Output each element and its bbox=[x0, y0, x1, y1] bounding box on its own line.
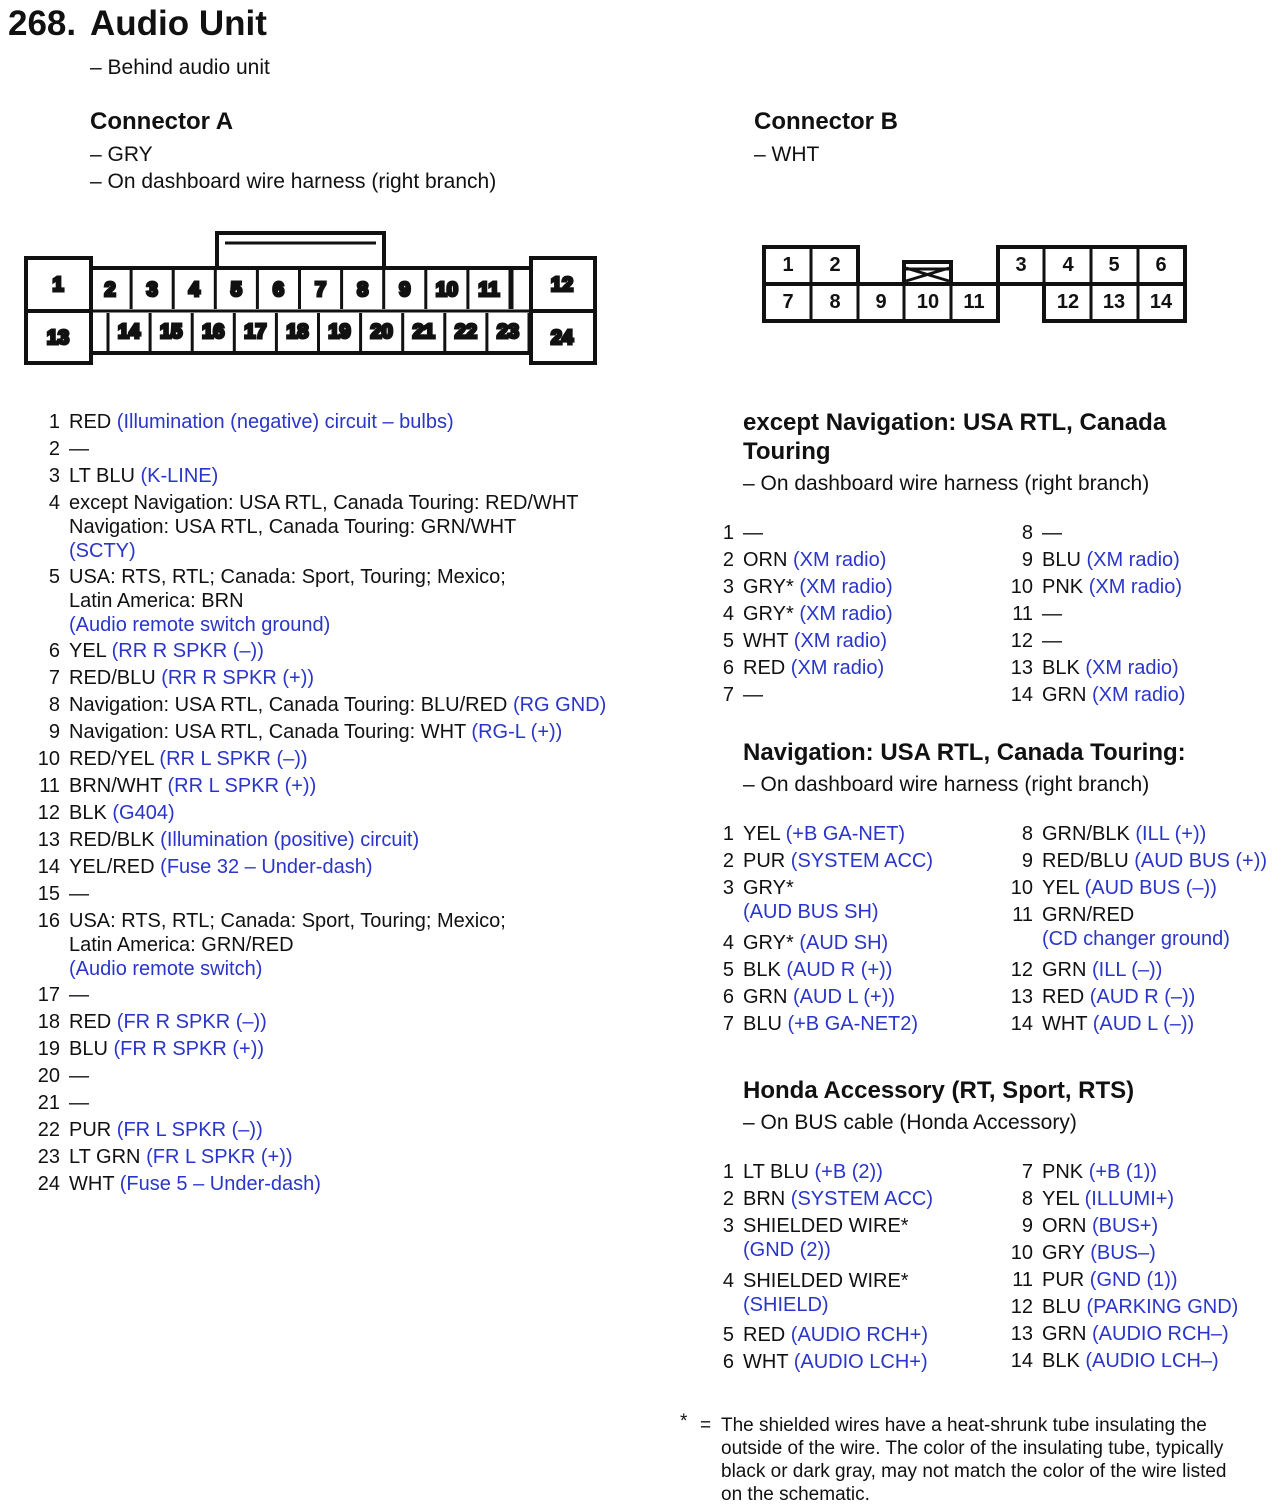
wire-color: RED/BLK bbox=[69, 829, 161, 851]
pin-description bbox=[743, 1214, 909, 1238]
footnote-line: The shielded wires have a heat-shrunk tube insulating the bbox=[721, 1415, 1207, 1436]
wire-color: RED bbox=[1042, 985, 1090, 1008]
pin-description bbox=[1042, 958, 1162, 982]
pin-number: 17 bbox=[37, 984, 60, 1006]
wire-color: GRY* bbox=[743, 931, 800, 954]
pin-description bbox=[743, 1350, 928, 1374]
section-heading: Honda Accessory (RT, Sport, RTS) bbox=[743, 1077, 1135, 1104]
pin-number: 14 bbox=[1010, 1012, 1033, 1035]
wire-color: RED bbox=[69, 1011, 117, 1033]
pin-description bbox=[743, 683, 763, 707]
wire-color: YEL bbox=[1042, 1188, 1085, 1210]
pin-number: 4 bbox=[48, 492, 60, 514]
pin-number: 12 bbox=[37, 802, 60, 824]
pin-label: 24 bbox=[550, 327, 574, 349]
page-title: Audio Unit bbox=[90, 4, 267, 43]
circuit-name: (Fuse 5 – Under-dash) bbox=[119, 1173, 321, 1195]
pin-number: 7 bbox=[48, 667, 60, 689]
circuit-name: (+B GA-NET) bbox=[785, 823, 906, 845]
pin-number: 14 bbox=[1010, 1350, 1033, 1372]
section-number: 268. bbox=[8, 4, 77, 43]
pin-number: 22 bbox=[37, 1119, 60, 1141]
pin-number: 4 bbox=[722, 1269, 734, 1292]
pin-description bbox=[743, 548, 886, 572]
pin-label: 10 bbox=[435, 279, 458, 301]
circuit-name: (AUD BUS (–)) bbox=[1084, 877, 1217, 899]
circuit-name: (FR R SPKR (+)) bbox=[113, 1038, 265, 1060]
connector-a-location: – On dashboard wire harness (right branch) bbox=[90, 170, 497, 193]
wire-color: ORN bbox=[1042, 1215, 1092, 1237]
pin-description bbox=[1042, 876, 1217, 900]
pin-number: 6 bbox=[722, 657, 734, 679]
pin-label: 1 bbox=[52, 274, 64, 296]
wire-color: BLK bbox=[743, 958, 787, 981]
pin-label: 20 bbox=[370, 321, 393, 343]
circuit-name: (RG-L (+)) bbox=[471, 721, 563, 743]
pin-label: 2 bbox=[104, 279, 116, 301]
pin-description bbox=[743, 656, 884, 680]
wire-color: — bbox=[69, 1092, 89, 1114]
circuit-name: (XM radio) bbox=[1088, 576, 1183, 598]
circuit-name: (AUDIO RCH–) bbox=[1092, 1323, 1229, 1345]
wire-color: WHT bbox=[743, 630, 794, 652]
circuit-name: (AUDIO LCH–) bbox=[1085, 1350, 1219, 1372]
pin-label: 2 bbox=[829, 254, 841, 276]
pin-number: 11 bbox=[1012, 1269, 1033, 1291]
pin-number: 23 bbox=[37, 1146, 60, 1168]
pin-number: 4 bbox=[722, 931, 734, 954]
circuit-name: (RR L SPKR (–)) bbox=[159, 748, 308, 770]
pin-label: 10 bbox=[916, 291, 940, 313]
footnote-mark: * bbox=[680, 1411, 688, 1432]
wire-color: — bbox=[743, 522, 763, 544]
wire-color: BLK bbox=[1042, 657, 1086, 679]
pin-label: 19 bbox=[328, 321, 351, 343]
pin-description bbox=[1042, 683, 1185, 707]
circuit-name: (G404) bbox=[112, 802, 175, 824]
footnote-line: outside of the wire. The color of the insulating tube, typically bbox=[721, 1438, 1224, 1459]
pin-number: 15 bbox=[37, 883, 60, 905]
pin-number: 18 bbox=[37, 1011, 60, 1033]
wire-color: RED bbox=[743, 657, 791, 679]
pin-number: 9 bbox=[1021, 549, 1033, 571]
wire-color: — bbox=[69, 984, 89, 1006]
pin-number: 10 bbox=[37, 748, 60, 770]
pin-number: 5 bbox=[48, 566, 60, 588]
pin-description bbox=[743, 602, 893, 626]
pin-description bbox=[743, 900, 879, 924]
pin-label: 11 bbox=[478, 279, 500, 301]
circuit-name: (SYSTEM ACC) bbox=[790, 850, 934, 872]
pin-number: 7 bbox=[1021, 1161, 1033, 1183]
wire-color: BLU bbox=[1042, 1296, 1087, 1318]
circuit-name: (Fuse 32 – Under-dash) bbox=[160, 856, 373, 878]
circuit-name: (FR L SPKR (+)) bbox=[146, 1146, 293, 1168]
pin-description bbox=[743, 521, 763, 545]
footnote-text bbox=[721, 1414, 1281, 1506]
wire-color: YEL bbox=[69, 640, 112, 662]
wire-color: BLU bbox=[1042, 549, 1087, 571]
wire-color: SHIELDED WIRE* bbox=[743, 1269, 909, 1292]
pin-description bbox=[743, 1012, 918, 1036]
wire-color: PUR bbox=[1042, 1269, 1090, 1291]
pin-description bbox=[1042, 575, 1182, 599]
wire-color: RED/YEL bbox=[69, 748, 160, 770]
wire-color: LT BLU bbox=[69, 465, 141, 487]
pin-description bbox=[743, 629, 887, 653]
wire-color: RED/BLU bbox=[69, 667, 162, 689]
pin-label: 4 bbox=[188, 279, 200, 301]
pin-number: 10 bbox=[1010, 576, 1033, 598]
pin-label: 13 bbox=[46, 327, 70, 349]
pin-description bbox=[1042, 656, 1179, 680]
pin-label: 5 bbox=[230, 279, 242, 301]
pin-number: 7 bbox=[722, 1012, 734, 1035]
wire-color: YEL bbox=[743, 823, 786, 845]
circuit-name: (XM radio) bbox=[1092, 684, 1186, 706]
wire-color: Navigation: USA RTL, Canada Touring: GRN/WHT bbox=[69, 516, 517, 538]
circuit-name: (ILL (–)) bbox=[1092, 958, 1163, 981]
pin-number: 5 bbox=[722, 630, 734, 652]
wire-color: — bbox=[1042, 603, 1062, 625]
pin-description bbox=[1042, 521, 1062, 545]
connector-a-heading: Connector A bbox=[90, 108, 234, 135]
pin-number: 12 bbox=[1010, 958, 1033, 981]
pin-number: 9 bbox=[1021, 850, 1033, 872]
wire-color: BRN/WHT bbox=[69, 775, 168, 797]
circuit-name: (AUD L (–)) bbox=[1092, 1012, 1195, 1035]
circuit-name: (FR L SPKR (–)) bbox=[116, 1119, 263, 1141]
wire-color: GRN/BLK bbox=[1042, 823, 1136, 845]
pin-number: 8 bbox=[1021, 522, 1033, 544]
pin-label: 3 bbox=[1015, 254, 1027, 276]
wire-color: GRY bbox=[1042, 1242, 1091, 1264]
pin-number: 14 bbox=[1010, 684, 1033, 706]
pin-number: 12 bbox=[1010, 630, 1033, 652]
circuit-name: (Audio remote switch) bbox=[69, 958, 263, 980]
wire-color: BLK bbox=[69, 802, 113, 824]
wire-color: — bbox=[69, 883, 89, 905]
pin-number: 20 bbox=[37, 1065, 60, 1087]
pin-description bbox=[743, 1187, 933, 1211]
pin-number: 11 bbox=[1012, 603, 1033, 625]
pin-label: 11 bbox=[963, 291, 985, 313]
pin-label: 4 bbox=[1062, 254, 1074, 276]
pin-number: 6 bbox=[48, 640, 60, 662]
wire-color: LT BLU bbox=[743, 1161, 815, 1183]
circuit-name: (FR R SPKR (–)) bbox=[116, 1011, 267, 1033]
pin-description bbox=[743, 849, 933, 873]
section-heading: Navigation: USA RTL, Canada Touring: bbox=[743, 739, 1186, 766]
pin-number: 8 bbox=[48, 694, 60, 716]
pin-description bbox=[1042, 985, 1195, 1009]
pin-label: 23 bbox=[496, 321, 520, 343]
circuit-name: (XM radio) bbox=[1085, 657, 1179, 679]
wire-color: GRN/RED bbox=[1042, 904, 1135, 926]
pin-number: 4 bbox=[722, 603, 734, 625]
wire-color: YEL bbox=[1042, 877, 1085, 899]
pin-description bbox=[743, 1323, 928, 1347]
pin-number: 6 bbox=[722, 985, 734, 1008]
pin-description bbox=[1042, 1295, 1238, 1319]
circuit-name: (K-LINE) bbox=[140, 465, 219, 487]
pin-description bbox=[1042, 548, 1180, 572]
circuit-name: (CD changer ground) bbox=[1042, 928, 1230, 950]
wire-color: YEL/RED bbox=[69, 856, 161, 878]
pin-description bbox=[743, 1293, 829, 1317]
pin-description bbox=[1042, 1214, 1158, 1238]
circuit-name: (Illumination (positive) circuit) bbox=[160, 829, 420, 851]
circuit-name: (AUD BUS (+)) bbox=[1134, 850, 1268, 872]
wire-color: PNK bbox=[1042, 1161, 1089, 1183]
circuit-name: (XM radio) bbox=[799, 603, 893, 625]
pin-label: 15 bbox=[160, 321, 183, 343]
pin-number: 24 bbox=[37, 1173, 60, 1195]
circuit-name: (AUD SH) bbox=[799, 931, 889, 954]
wire-color: Navigation: USA RTL, Canada Touring: WHT bbox=[69, 721, 472, 743]
wire-color: ORN bbox=[743, 549, 793, 571]
wire-color: WHT bbox=[69, 1173, 120, 1195]
pin-number: 9 bbox=[1021, 1215, 1033, 1237]
pin-number: 13 bbox=[1010, 657, 1033, 679]
pin-description bbox=[743, 575, 893, 599]
pin-number: 14 bbox=[37, 856, 60, 878]
pin-number: 3 bbox=[48, 465, 60, 487]
circuit-name: (ILL (+)) bbox=[1135, 823, 1207, 845]
pin-label: 13 bbox=[1102, 291, 1126, 313]
circuit-name: (RR R SPKR (–)) bbox=[111, 640, 264, 662]
circuit-name: (AUD L (+)) bbox=[793, 985, 896, 1008]
wire-color: — bbox=[69, 438, 89, 460]
pin-label: 9 bbox=[399, 279, 411, 301]
pin-number: 1 bbox=[722, 522, 734, 544]
circuit-name: (SCTY) bbox=[69, 540, 136, 562]
pin-label: 6 bbox=[1155, 254, 1167, 276]
pin-number: 1 bbox=[48, 411, 60, 433]
pin-number: 2 bbox=[722, 549, 734, 571]
pin-number: 1 bbox=[722, 1161, 734, 1183]
pin-label: 14 bbox=[1149, 291, 1173, 313]
wire-color: PUR bbox=[69, 1119, 117, 1141]
pin-label: 6 bbox=[272, 279, 285, 301]
pin-number: 11 bbox=[39, 775, 60, 797]
pin-description bbox=[1042, 903, 1134, 927]
pin-label: 9 bbox=[875, 291, 887, 313]
wire-color: PUR bbox=[743, 850, 791, 872]
wire-color: Latin America: GRN/RED bbox=[69, 934, 294, 956]
circuit-name: (XM radio) bbox=[799, 576, 893, 598]
circuit-name: (ILLUMI+) bbox=[1084, 1188, 1175, 1210]
pin-number: 2 bbox=[48, 438, 60, 460]
wire-color: WHT bbox=[743, 1351, 794, 1373]
circuit-name: (AUDIO LCH+) bbox=[793, 1351, 928, 1373]
pin-label: 1 bbox=[782, 254, 794, 276]
pin-label: 17 bbox=[244, 321, 267, 343]
pin-description bbox=[743, 985, 895, 1009]
wire-color: BLU bbox=[69, 1038, 114, 1060]
pin-number: 21 bbox=[37, 1092, 60, 1114]
circuit-name: (SHIELD) bbox=[743, 1293, 829, 1316]
pin-label: 16 bbox=[202, 321, 225, 343]
wire-color: BRN bbox=[743, 1188, 791, 1210]
circuit-name: (PARKING GND) bbox=[1086, 1296, 1239, 1318]
pin-number: 7 bbox=[722, 684, 734, 706]
pin-description bbox=[743, 1269, 909, 1293]
wire-color: SHIELDED WIRE* bbox=[743, 1215, 909, 1237]
pin-description bbox=[1042, 1241, 1156, 1265]
pin-number: 13 bbox=[37, 829, 60, 851]
pin-description bbox=[1042, 822, 1206, 846]
pin-number: 10 bbox=[1010, 1242, 1033, 1264]
circuit-name: (SYSTEM ACC) bbox=[790, 1188, 934, 1210]
wire-color: GRY* bbox=[743, 576, 800, 598]
pin-number: 1 bbox=[722, 823, 734, 845]
section-location: – On dashboard wire harness (right branch) bbox=[743, 773, 1150, 796]
circuit-name: (+B (2)) bbox=[814, 1161, 883, 1183]
circuit-name: (XM radio) bbox=[793, 630, 888, 652]
wire-color: USA: RTS, RTL; Canada: Sport, Touring; Mexico; bbox=[69, 566, 506, 588]
wire-color: USA: RTS, RTL; Canada: Sport, Touring; Mexico; bbox=[69, 910, 506, 932]
pin-description bbox=[743, 1238, 831, 1262]
pin-label: 3 bbox=[146, 279, 158, 301]
circuit-name: (Audio remote switch ground) bbox=[69, 614, 331, 636]
circuit-name: (AUD BUS SH) bbox=[743, 901, 879, 923]
wire-color: GRN bbox=[743, 985, 793, 1008]
circuit-name: (AUD R (+)) bbox=[786, 958, 893, 981]
pin-description bbox=[743, 822, 905, 846]
circuit-name: (RR L SPKR (+)) bbox=[167, 775, 317, 797]
pin-description bbox=[1042, 849, 1267, 873]
pin-number: 16 bbox=[37, 910, 60, 932]
pin-number: 13 bbox=[1010, 1323, 1033, 1345]
circuit-name: (+B (1)) bbox=[1088, 1161, 1158, 1183]
wire-color: — bbox=[743, 684, 763, 706]
wire-color: except Navigation: USA RTL, Canada Touring: RED/WHT bbox=[69, 492, 579, 514]
pin-number: 5 bbox=[722, 958, 734, 981]
circuit-name: (BUS–) bbox=[1090, 1242, 1156, 1264]
pin-description bbox=[1042, 1187, 1174, 1211]
circuit-name: (XM radio) bbox=[790, 657, 885, 679]
pin-number: 19 bbox=[37, 1038, 60, 1060]
circuit-name: (AUDIO RCH+) bbox=[790, 1324, 929, 1346]
wire-color: RED bbox=[743, 1324, 791, 1346]
pin-description bbox=[1042, 629, 1062, 653]
pin-number: 11 bbox=[1012, 904, 1033, 926]
connector-b-color: – WHT bbox=[754, 143, 820, 166]
wire-color: — bbox=[69, 1065, 89, 1087]
pin-label: 21 bbox=[412, 321, 435, 343]
pin-label: 7 bbox=[782, 291, 794, 313]
wire-color: LT GRN bbox=[69, 1146, 147, 1168]
wire-color: GRY* bbox=[743, 603, 800, 625]
circuit-name: (XM radio) bbox=[1086, 549, 1180, 571]
circuit-name: (GND (2)) bbox=[743, 1239, 831, 1261]
connector-a-color: – GRY bbox=[90, 143, 153, 166]
pin-description bbox=[743, 1160, 883, 1184]
pin-number: 10 bbox=[1010, 877, 1033, 899]
circuit-name: (Illumination (negative) circuit – bulbs) bbox=[116, 411, 454, 433]
pin-number: 2 bbox=[722, 1188, 734, 1210]
pin-label: 22 bbox=[454, 321, 477, 343]
pin-label: 8 bbox=[829, 291, 841, 313]
footnote-line: on the schematic. bbox=[721, 1484, 870, 1505]
pin-description bbox=[743, 931, 888, 955]
pin-number: 8 bbox=[1021, 823, 1033, 845]
wire-color: GRY* bbox=[743, 877, 794, 899]
wire-color: Navigation: USA RTL, Canada Touring: BLU/RED bbox=[69, 694, 513, 716]
section-heading: Touring bbox=[743, 438, 831, 465]
wire-color: BLK bbox=[1042, 1350, 1086, 1372]
section-location: – On dashboard wire harness (right branch) bbox=[743, 472, 1150, 495]
connector-b-heading: Connector B bbox=[754, 108, 898, 135]
pin-description bbox=[1042, 602, 1062, 626]
pin-label: 18 bbox=[286, 321, 309, 343]
wire-color: — bbox=[1042, 630, 1062, 652]
pin-description bbox=[1042, 1349, 1219, 1373]
pin-description bbox=[1042, 1322, 1229, 1346]
circuit-name: (BUS+) bbox=[1092, 1215, 1159, 1237]
pin-label: 8 bbox=[357, 279, 369, 301]
section-location: – On BUS cable (Honda Accessory) bbox=[743, 1111, 1077, 1134]
wire-color: Latin America: BRN bbox=[69, 590, 244, 612]
circuit-name: (GND (1)) bbox=[1089, 1269, 1178, 1291]
circuit-name: (AUD R (–)) bbox=[1089, 985, 1196, 1008]
pin-label: 14 bbox=[117, 321, 141, 343]
pin-number: 13 bbox=[1010, 985, 1033, 1008]
wire-color: RED bbox=[69, 411, 117, 433]
pin-description bbox=[1042, 927, 1230, 951]
wire-color: PNK bbox=[1042, 576, 1089, 598]
footnote-equals: = bbox=[700, 1415, 712, 1436]
pin-description bbox=[1042, 1160, 1157, 1184]
pin-number: 8 bbox=[1021, 1188, 1033, 1210]
pin-description bbox=[743, 958, 892, 982]
pin-number: 5 bbox=[722, 1324, 734, 1346]
component-location: – Behind audio unit bbox=[90, 56, 270, 79]
pin-number: 6 bbox=[722, 1351, 734, 1373]
pin-label: 5 bbox=[1108, 254, 1120, 276]
wire-color: — bbox=[1042, 522, 1062, 544]
wire-color: GRN bbox=[1042, 958, 1092, 981]
pin-number: 12 bbox=[1010, 1296, 1033, 1318]
wire-color: WHT bbox=[1042, 1012, 1093, 1035]
wire-color: BLU bbox=[743, 1012, 788, 1035]
circuit-name: (RR R SPKR (+)) bbox=[161, 667, 315, 689]
pin-description bbox=[1042, 1012, 1194, 1036]
pin-label: 7 bbox=[314, 279, 327, 301]
pin-number: 3 bbox=[722, 877, 734, 899]
pin-number: 3 bbox=[722, 576, 734, 598]
wire-color: GRN bbox=[1042, 1323, 1092, 1345]
pin-description bbox=[743, 876, 794, 900]
pin-label: 12 bbox=[1056, 291, 1080, 313]
circuit-name: (XM radio) bbox=[793, 549, 887, 571]
section-heading: except Navigation: USA RTL, Canada bbox=[743, 409, 1167, 436]
footnote-line: black or dark gray, may not match the color of the wire listed bbox=[721, 1461, 1227, 1482]
pin-number: 3 bbox=[722, 1215, 734, 1237]
wire-color: GRN bbox=[1042, 684, 1092, 706]
circuit-name: (RG GND) bbox=[512, 694, 607, 716]
wire-color: RED/BLU bbox=[1042, 850, 1135, 872]
pin-label: 12 bbox=[550, 274, 574, 296]
pin-description bbox=[1042, 1268, 1178, 1292]
pin-number: 2 bbox=[722, 850, 734, 872]
pin-number: 9 bbox=[48, 721, 60, 743]
circuit-name: (+B GA-NET2) bbox=[787, 1012, 919, 1035]
